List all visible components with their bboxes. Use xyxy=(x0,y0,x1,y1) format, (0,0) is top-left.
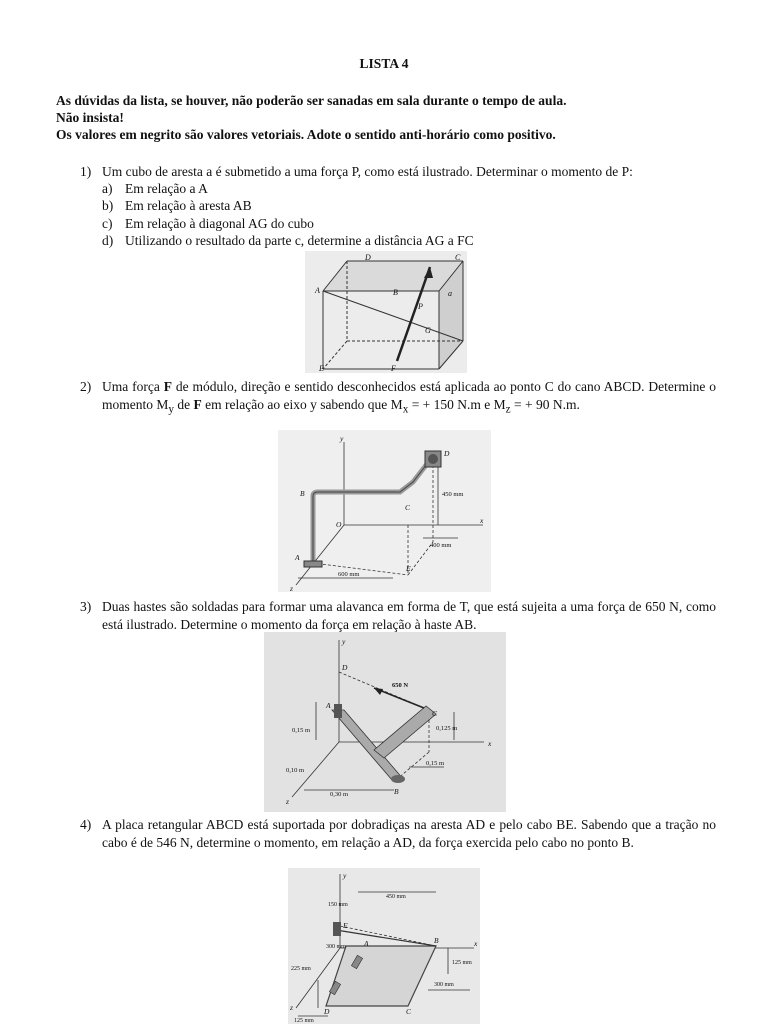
dim-300b: 300 mm xyxy=(434,982,454,988)
t-lever-figure xyxy=(264,632,506,812)
label-A: A xyxy=(295,553,300,562)
dim-450: 450 mm xyxy=(386,894,406,900)
notice-line-1: As dúvidas da lista, se houver, não poderão ser sanadas em sala durante o tempo de aula. xyxy=(56,93,567,108)
page-title: LISTA 4 xyxy=(359,56,409,71)
item-text: Em relação a A xyxy=(125,181,208,196)
question-text: A placa retangular ABCD está suportada por dobradiças na aresta AD e pelo cabo BE. Sabendo que a tração no cabo é de 546 N, determine o momento, em relação a AD, da força exercida pelo cabo no ponto B. xyxy=(102,817,716,850)
question-3 xyxy=(80,598,716,633)
plate-figure xyxy=(288,868,480,1024)
label-O: O xyxy=(336,520,342,529)
question-text: Duas hastes são soldadas para formar uma alavanca em forma de T, que está sujeita a uma força de 650 N, como está ilustrado. Determine o momento da força em relação à haste AB. xyxy=(102,599,716,632)
notice-line-3: Os valores em negrito são valores vetoriais. Adote o sentido anti-horário como positivo. xyxy=(56,127,556,142)
dim-125b: 125 mm xyxy=(294,1018,314,1024)
label-B: B xyxy=(434,936,439,945)
dim-010: 0,10 m xyxy=(286,767,305,774)
dim-015b: 0,15 m xyxy=(426,760,445,767)
label-z: z xyxy=(286,797,289,806)
label-C: C xyxy=(405,503,411,512)
label-x: x xyxy=(480,516,484,525)
label-G: G xyxy=(425,326,431,335)
question-4 xyxy=(80,816,716,851)
dim-225: 225 mm xyxy=(291,966,311,972)
label-E: E xyxy=(319,364,324,373)
dim-450: 450 mm xyxy=(442,491,464,498)
question-1 xyxy=(80,163,716,181)
label-E: E xyxy=(343,921,348,930)
question-number: 3) xyxy=(80,599,92,614)
force-label: 650 N xyxy=(392,682,409,689)
label-x: x xyxy=(488,739,492,748)
item-text: Utilizando o resultado da parte c, determine a distância AG a FC xyxy=(125,233,474,248)
dim-300: 300 mm xyxy=(326,944,346,950)
label-A: A xyxy=(364,939,369,948)
notice-line-2: Não insista! xyxy=(56,110,124,125)
dim-125: 125 mm xyxy=(452,960,472,966)
question-text: Um cubo de aresta a é submetido a uma força P, como está ilustrado. Determinar o momento de P: xyxy=(102,164,633,179)
dim-015: 0,15 m xyxy=(292,727,311,734)
label-D: D xyxy=(324,1007,330,1016)
label-E: E xyxy=(406,564,411,573)
label-B: B xyxy=(300,489,305,498)
item-text: Em relação à diagonal AG do cubo xyxy=(125,216,314,231)
label-D: D xyxy=(365,253,371,262)
item-letter: d) xyxy=(102,233,114,248)
label-C: C xyxy=(455,253,461,262)
label-C: C xyxy=(432,709,438,718)
label-x: x xyxy=(474,939,478,948)
question-number: 1) xyxy=(80,164,92,179)
question-2 xyxy=(80,378,716,419)
label-P: P xyxy=(418,302,423,311)
label-y: y xyxy=(343,871,347,880)
label-A: A xyxy=(326,701,331,710)
dim-0125: 0,125 m xyxy=(436,725,458,732)
label-z: z xyxy=(290,584,293,592)
cube-figure xyxy=(305,251,467,373)
dim-400: 400 mm xyxy=(430,542,452,549)
label-A: A xyxy=(315,286,320,295)
label-B: B xyxy=(394,787,399,796)
label-z: z xyxy=(290,1003,293,1012)
label-F: F xyxy=(391,364,396,373)
item-letter: a) xyxy=(102,181,113,196)
item-text: Em relação à aresta AB xyxy=(125,198,252,213)
question-number: 2) xyxy=(80,379,92,394)
label-C: C xyxy=(406,1007,412,1016)
label-a: a xyxy=(448,289,452,298)
label-y: y xyxy=(342,637,346,646)
question-number: 4) xyxy=(80,817,92,832)
label-D: D xyxy=(342,663,348,672)
label-y: y xyxy=(340,434,344,443)
item-letter: b) xyxy=(102,198,114,213)
item-letter: c) xyxy=(102,216,113,231)
question-text: Uma força F de módulo, direção e sentido desconhecidos está aplicada ao ponto C do cano ABCD. Determine o momento $M_y$ de F em relação ao eixo y sabendo que $M_x$ = + 150 N.m e $M_z$ = + 90 N.m. xyxy=(102,379,717,416)
label-B: B xyxy=(393,288,398,297)
dim-030: 0,30 m xyxy=(330,791,349,798)
dim-150: 150 mm xyxy=(328,902,348,908)
dim-600: 600 mm xyxy=(338,571,360,578)
label-D: D xyxy=(444,449,450,458)
pipe-figure xyxy=(278,430,491,592)
